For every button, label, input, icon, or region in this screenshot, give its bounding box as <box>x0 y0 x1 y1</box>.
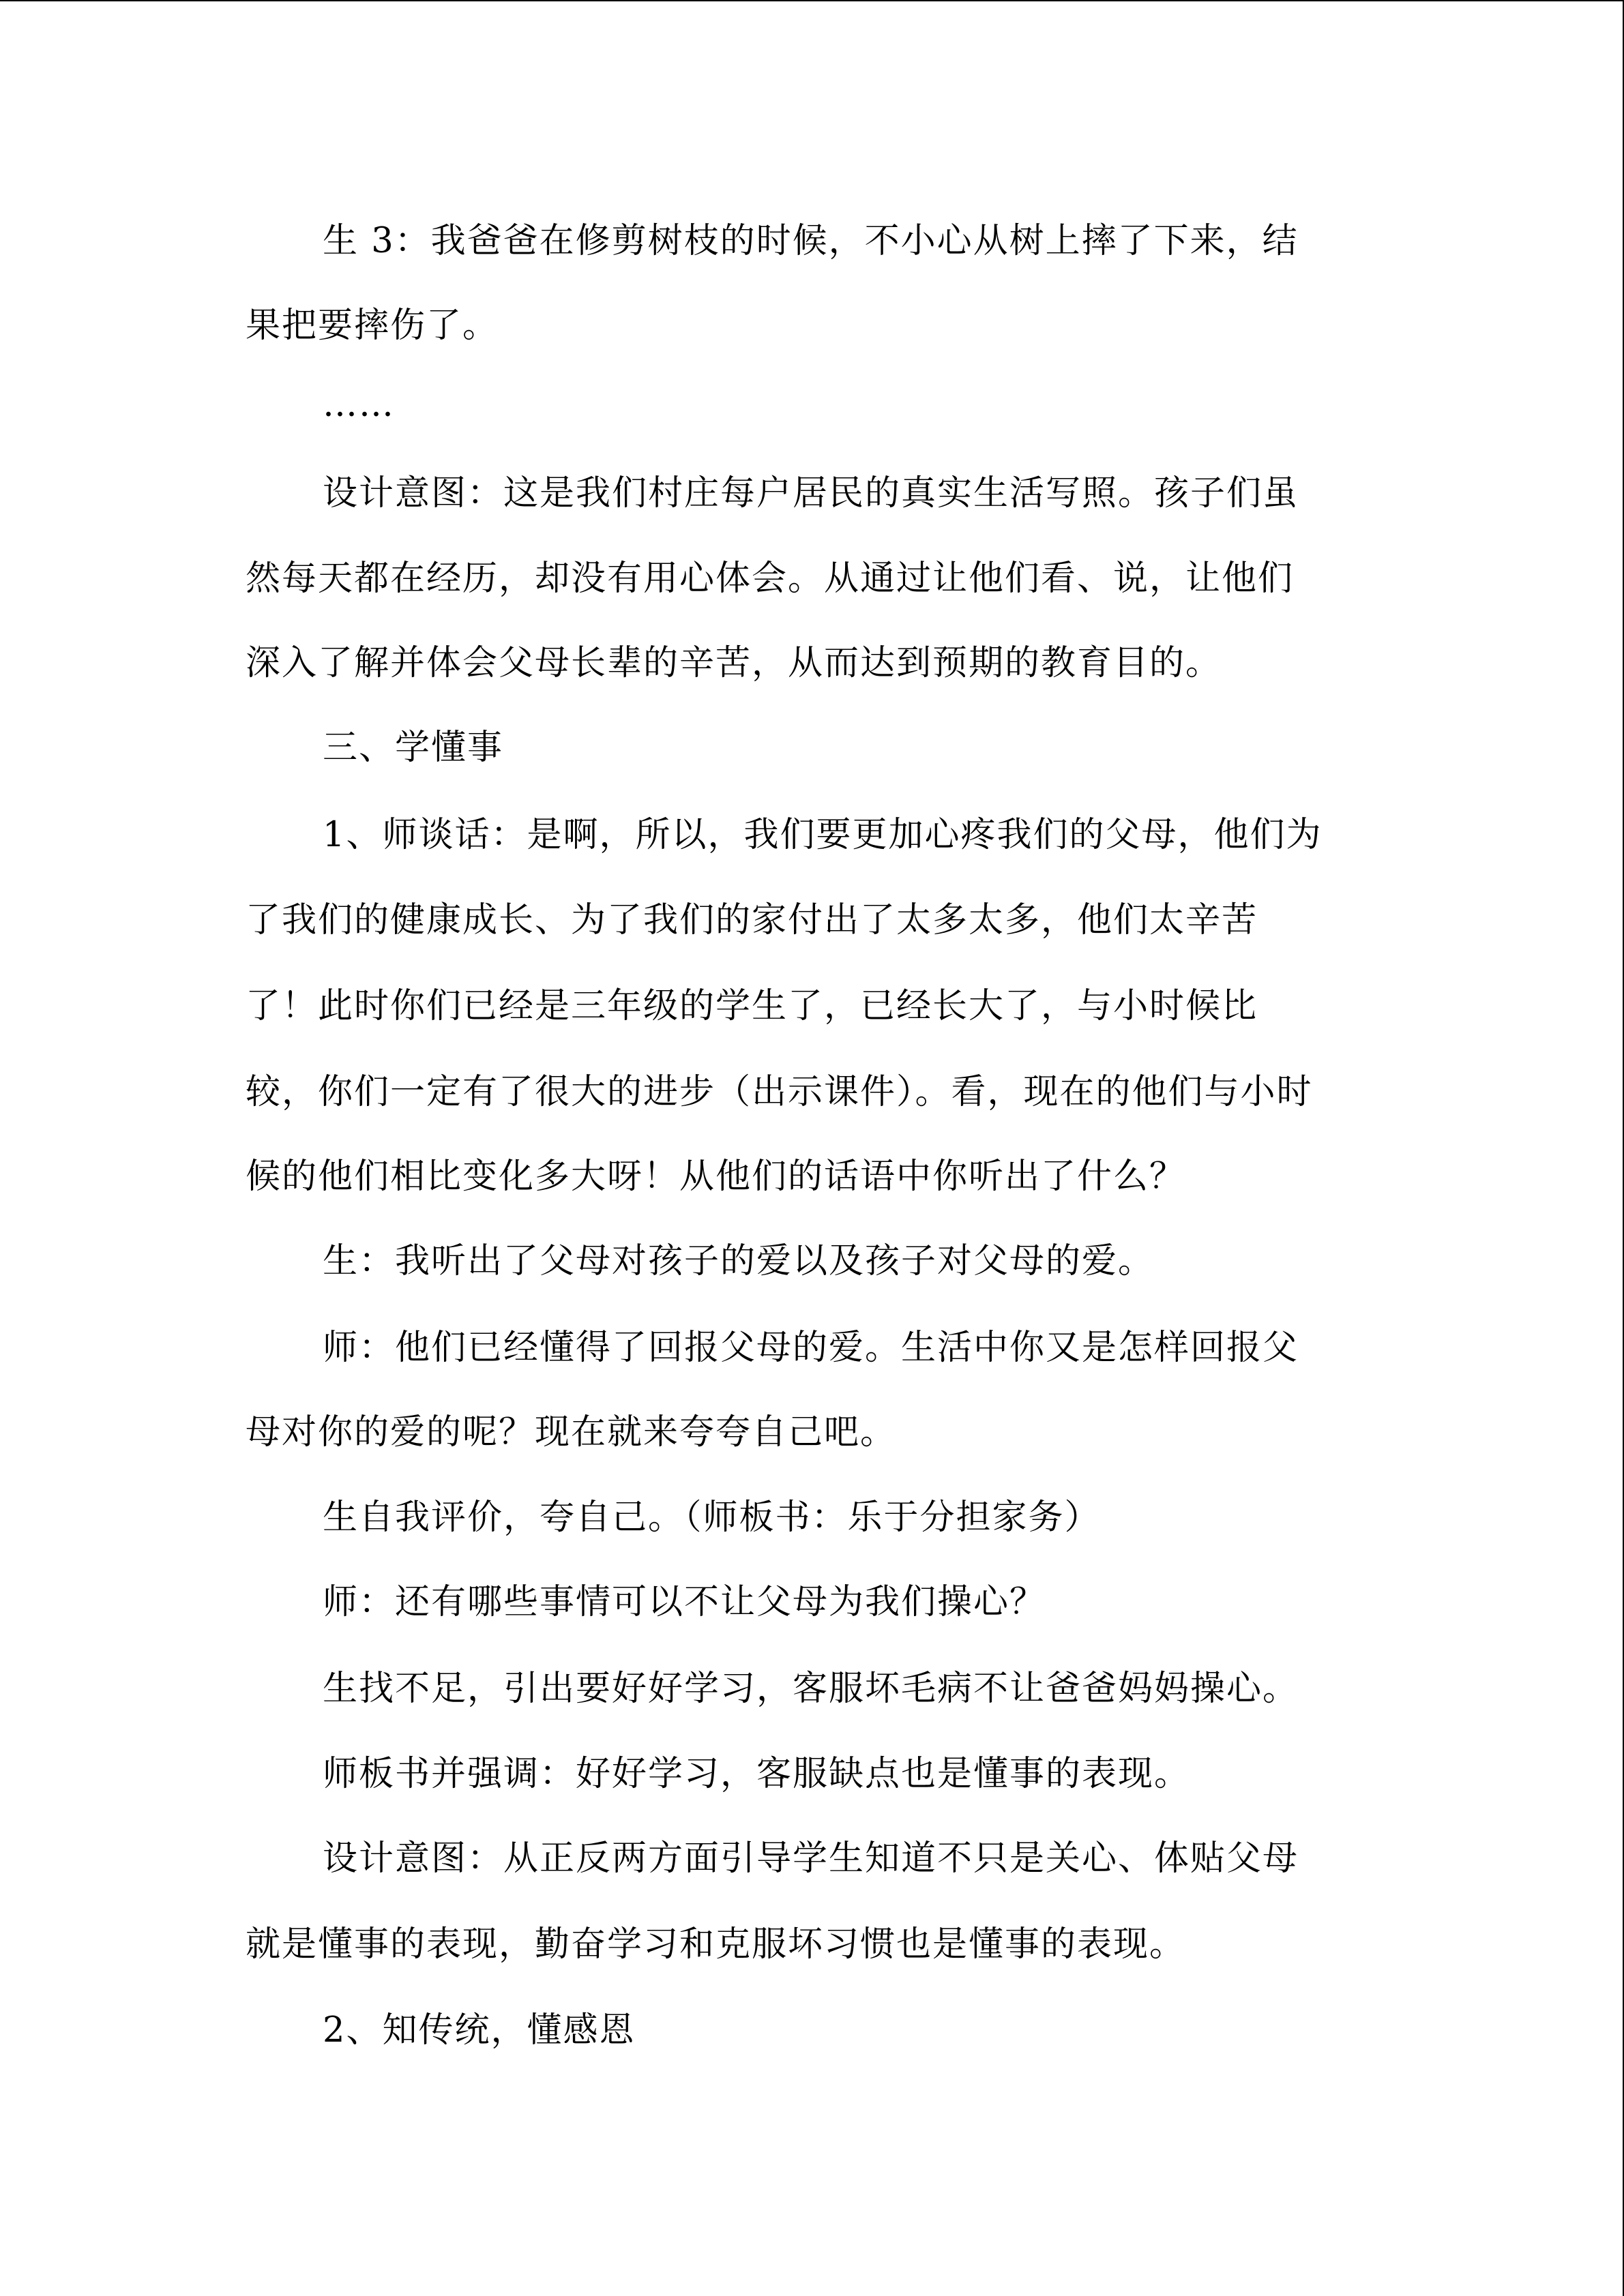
section-heading: 三、学懂事 <box>323 728 504 768</box>
paragraph-line: 生 3：我爸爸在修剪树枝的时候，不小心从树上摔了下来，结 <box>323 221 1299 261</box>
paragraph-line: 了！此时你们已经是三年级的学生了，已经长大了，与小时候比 <box>246 986 1258 1026</box>
paragraph-line: 设计意图：这是我们村庄每户居民的真实生活写照。孩子们虽 <box>323 473 1299 513</box>
paragraph-line: 果把要摔伤了。 <box>246 305 499 346</box>
ellipsis-line: …… <box>323 385 395 425</box>
paragraph-line: 然每天都在经历，却没有用心体会。从通过让他们看、说，让他们 <box>246 558 1295 599</box>
paragraph-line: 1、师谈话：是啊，所以，我们要更加心疼我们的父母，他们为 <box>323 815 1323 855</box>
paragraph-line: 设计意图：从正反两方面引导学生知道不只是关心、体贴父母 <box>323 1838 1299 1879</box>
section-heading: 2、知传统，懂感恩 <box>323 2010 636 2051</box>
paragraph-line: 生找不足，引出要好好学习，客服坏毛病不让爸爸妈妈操心。 <box>323 1669 1299 1709</box>
paragraph-line: 了我们的健康成长、为了我们的家付出了太多太多，他们太辛苦 <box>246 900 1258 940</box>
paragraph-line: 生自我评价，夸自己。（师板书：乐于分担家务） <box>323 1497 1101 1538</box>
paragraph-line: 师：还有哪些事情可以不让父母为我们操心？ <box>323 1582 1046 1622</box>
paragraph-line: 母对你的爱的呢？现在就来夸夸自己吧。 <box>246 1412 897 1452</box>
paragraph-line: 师：他们已经懂得了回报父母的爱。生活中你又是怎样回报父 <box>323 1328 1299 1368</box>
paragraph-line: 就是懂事的表现，勤奋学习和克服坏习惯也是懂事的表现。 <box>246 1924 1186 1965</box>
paragraph-line: 生：我听出了父母对孩子的爱以及孩子对父母的爱。 <box>323 1241 1155 1281</box>
paragraph-line: 师板书并强调：好好学习，客服缺点也是懂事的表现。 <box>323 1754 1191 1794</box>
paragraph-line: 较，你们一定有了很大的进步（出示课件）。看，现在的他们与小时 <box>246 1072 1313 1112</box>
paragraph-line: 深入了解并体会父母长辈的辛苦，从而达到预期的教育目的。 <box>246 643 1222 683</box>
paragraph-line: 候的他们相比变化多大呀！从他们的话语中你听出了什么？ <box>246 1157 1186 1197</box>
